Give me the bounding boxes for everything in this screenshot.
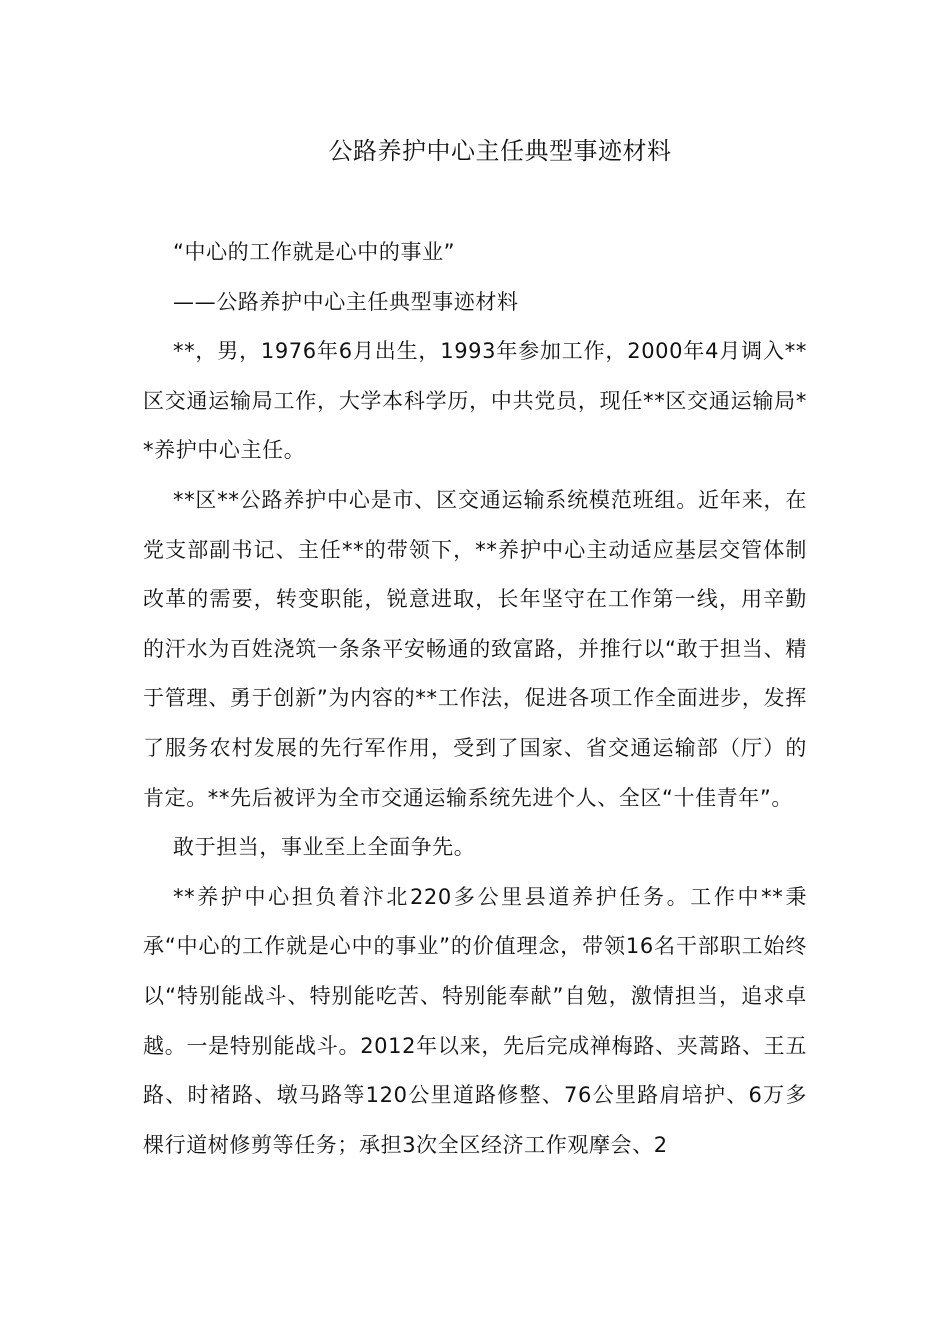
body-paragraph: **区**公路养护中心是市、区交通运输系统模范班组。近年来，在党支部副书记、主任**的带领下，**养护中心主动适应基层交管体制改革的需要，转变职能，锐意进取，长年坚守在工作第一线，用辛勤的汗水为百姓浇筑一条条平安畅通的致富路，并推行以“敢于担当、精于管理、勇于创新”为内容的**工作法，促进各项工作全面进步，发挥了服务农村发展的先行军作用，受到了国家、省交通运输部（厅）的肯定。**先后被评为全市交通运输系统先进个人、全区“十佳青年”。 — [143, 487, 807, 810]
subtitle-line: ——公路养护中心主任典型事迹材料 — [173, 289, 519, 314]
document-body — [143, 228, 807, 1170]
section-heading: 敢于担当，事业至上全面争先。 — [173, 835, 476, 860]
subtitle-quote: “中心的工作就是心中的事业” — [173, 240, 456, 264]
body-paragraph: **，男，1976年6月出生，1993年参加工作，2000年4月调入**区交通运输局工作，大学本科学历，中共党员，现任**区交通运输局**养护中心主任。 — [143, 339, 807, 463]
document-title: 公路养护中心主任典型事迹材料 — [328, 137, 672, 165]
body-paragraph: **养护中心担负着汴北220多公里县道养护任务。工作中**秉承“中心的工作就是心中的事业”的价值理念，带领16名干部职工始终以“特别能战斗、特别能吃苦、特别能奉献”自勉，激情担当，追求卓越。一是特别能战斗。2012年以来，先后完成禅梅路、夹蒿路、王五路、时褚路、墩马路等120公里道路修整、76公里路肩培护、6万多棵行道树修剪等任务；承担3次全区经济工作观摩会、2 — [143, 884, 807, 1157]
